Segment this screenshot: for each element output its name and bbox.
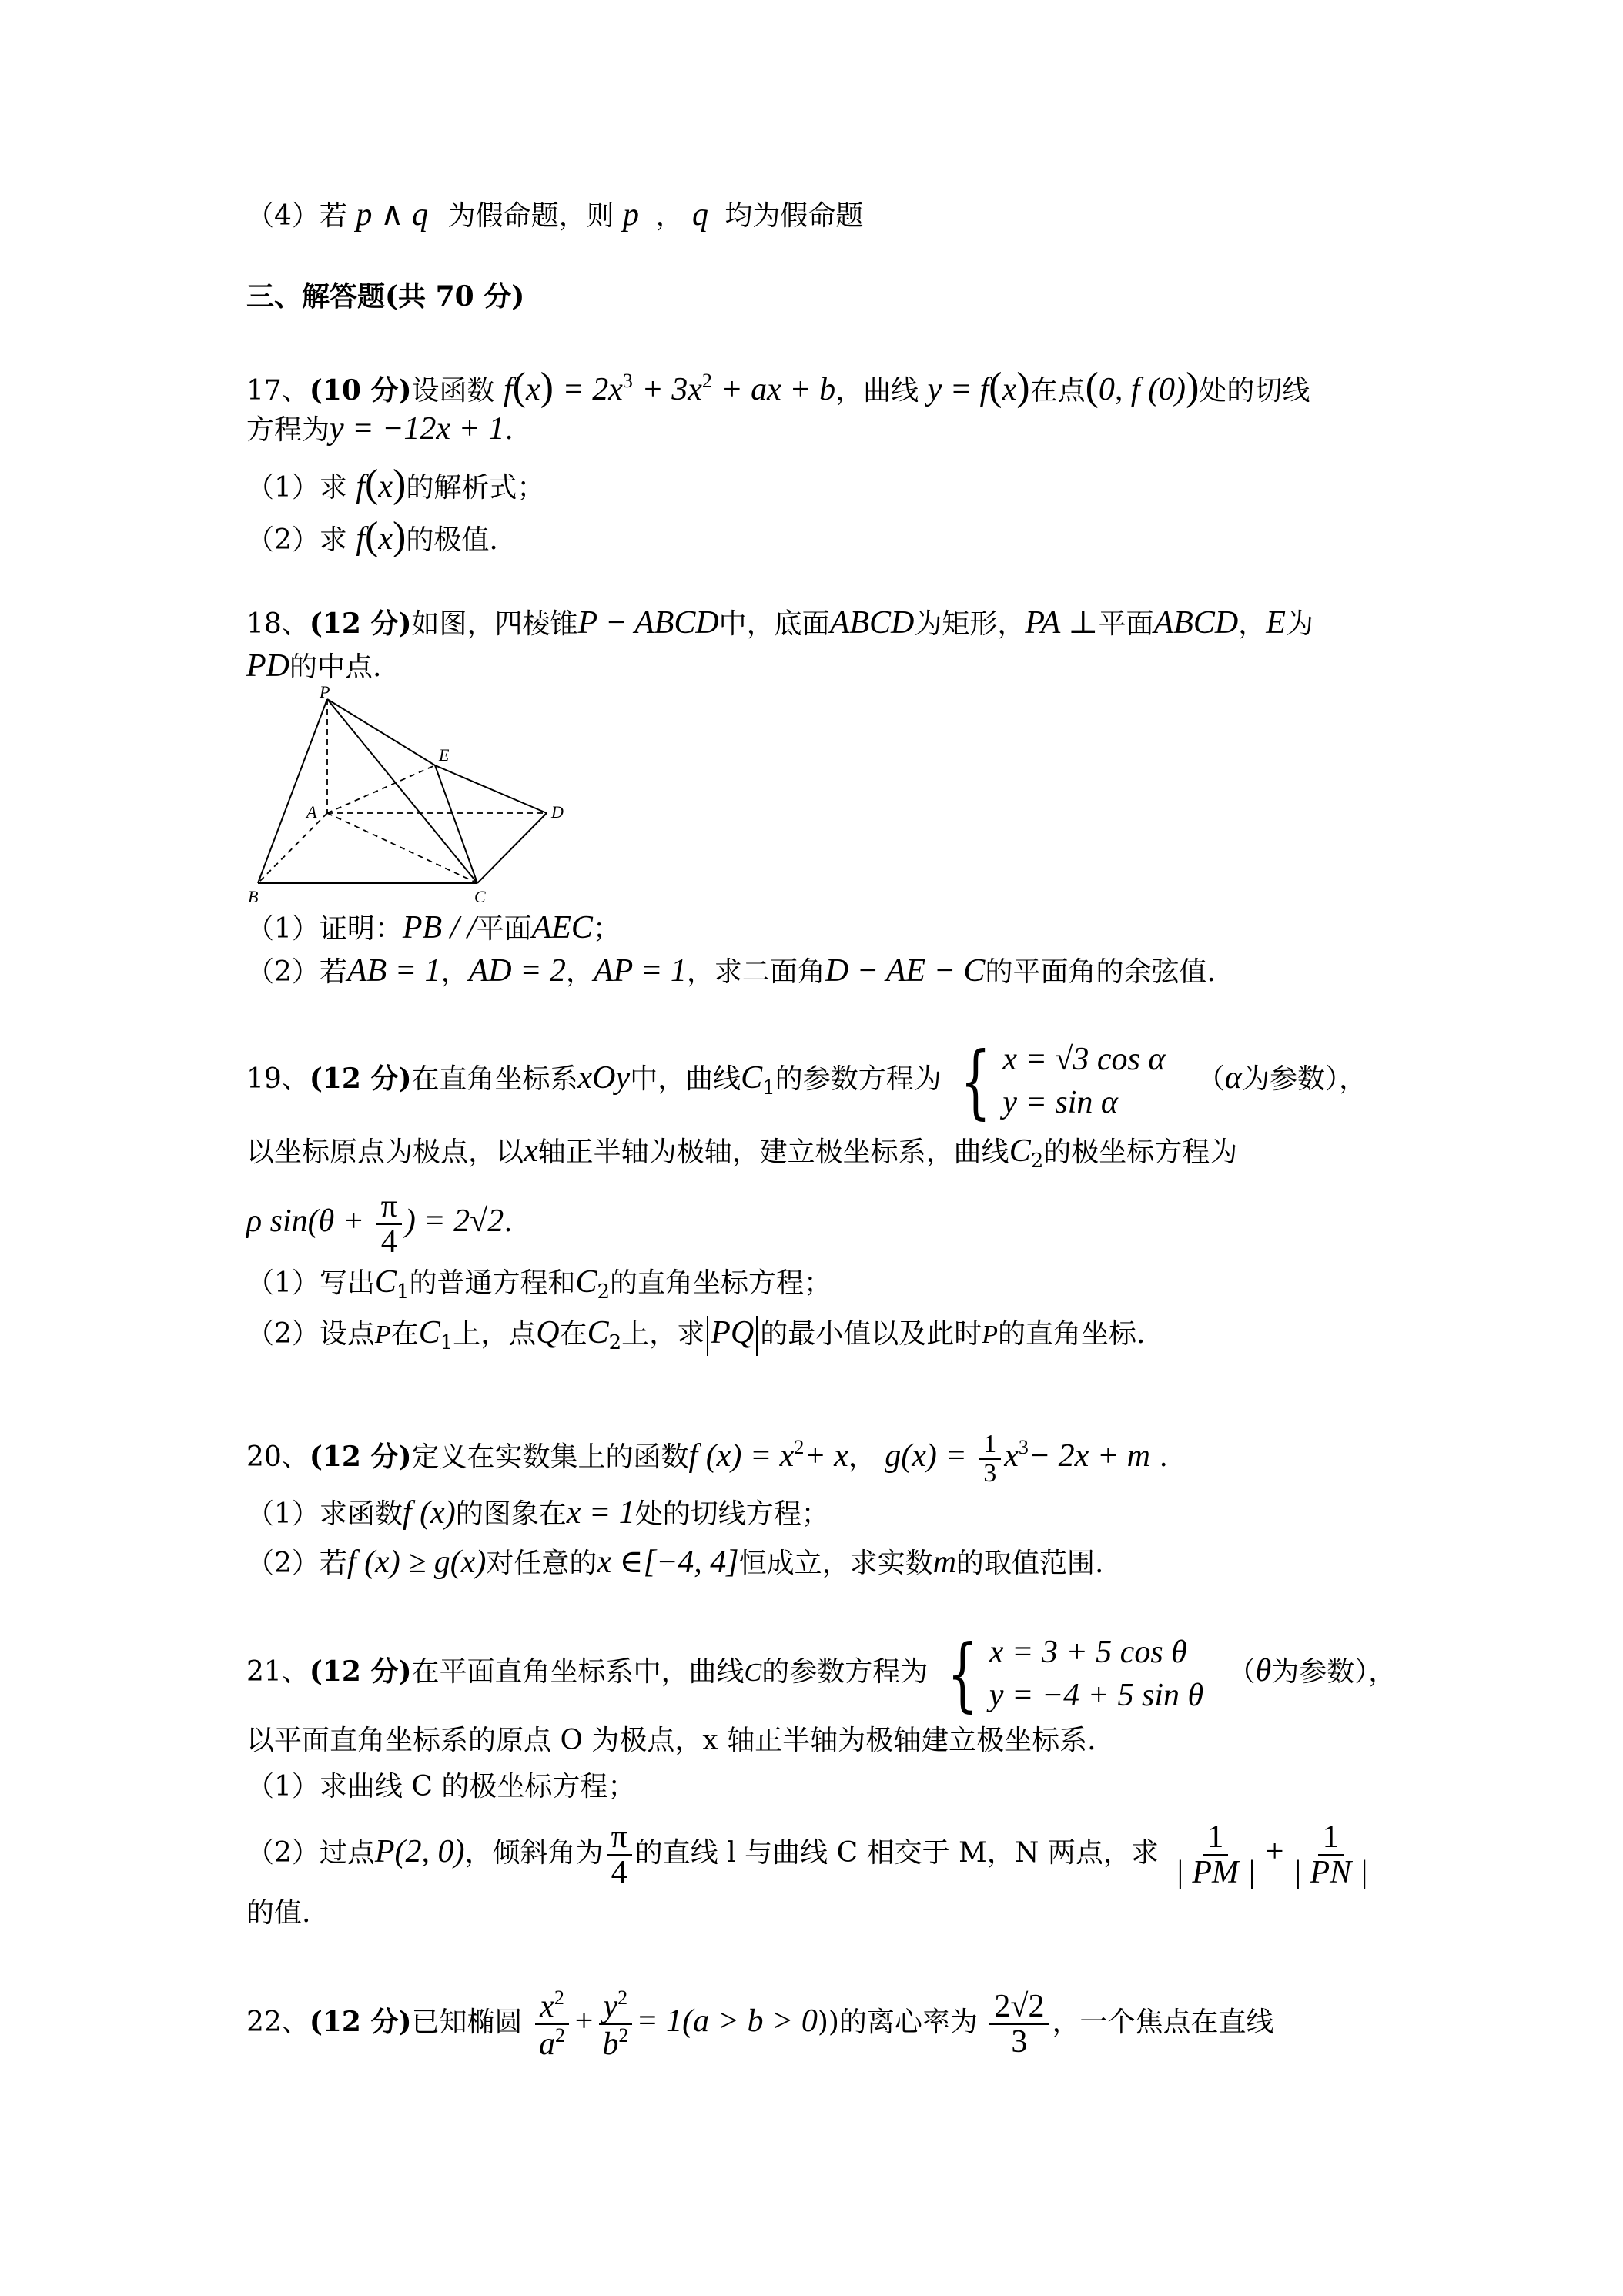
q19-part1: （1）写出$C_1$的普通方程和$C_2$的直角坐标方程；	[246, 1264, 832, 1304]
q17-part2: （2）求 f(x)的极值.	[246, 514, 498, 558]
q21-line2: 以平面直角坐标系的原点 O 为极点，x 轴正半轴为极轴建立极坐标系.	[246, 1725, 1096, 1756]
label-A: A	[306, 802, 317, 822]
q18-part2: （2）若AB = 1，AD = 2，AP = 1，求二面角D − AE − C的平面角的余弦值.	[246, 953, 1216, 989]
question-number: 21、	[246, 1656, 310, 1688]
q21-line1: 21、(12 分)在平面直角坐标系中，曲线C的参数方程为 { x = 3 + 5 cos θ y = −4 + 5 sin θ （θ为参数），	[246, 1627, 1397, 1721]
label-B: B	[248, 887, 259, 906]
q18-line2: PD的中点.	[246, 648, 382, 684]
label-C: C	[474, 887, 486, 906]
section-title: 三、解答题(共 70 分)	[246, 280, 525, 313]
q17-line2: 方程为y = −12x + 1.	[246, 411, 514, 447]
q22-line1: 22、(12 分)已知椭圆 $\frac{x^2}{a^2}$ + $\frac{y^2}{b^2}$ = 1(a > b > 0))的离心率为 $\frac{2√2}{3}$ ，一个焦点在直线	[246, 1986, 1274, 2062]
q19-part2: （2）设点P在$C_1$上，点Q在$C_2$上，求 PQ 的最小值以及此时P的直角坐标.	[246, 1315, 1146, 1354]
q20-part2: （2）若f (x) ≥ g(x)对任意的x ∈[−4, 4]恒成立，求实数m的取值范围.	[246, 1545, 1104, 1580]
q17-line1: 17、(10 分)设函数 $f(x) = 2x^3 + 3x^2$ + ax + b，曲线 y = f(x)在点(0, f (0))处的切线	[246, 365, 1310, 409]
question-number: 17、	[246, 375, 310, 407]
q18-part1: （1）证明：PB / /平面AEC；	[246, 910, 621, 946]
question-number: 20、	[246, 1441, 310, 1473]
question-number: 19、	[246, 1063, 310, 1095]
item-4: （4）若 p ∧ q 为假命题，则 p ， q 均为假命题	[246, 197, 864, 233]
q19-line2: 以坐标原点为极点，以x轴正半轴为极轴，建立极坐标系，曲线$C_2$的极坐标方程为	[246, 1133, 1238, 1173]
q19-line3: ρ sin(θ + $\frac{\pi}{4}$ ) = 2√2.	[246, 1188, 513, 1260]
q20-part1: （1）求函数f (x)的图象在x = 1处的切线方程；	[246, 1495, 829, 1531]
q21-part1: （1）求曲线 C 的极坐标方程；	[246, 1771, 636, 1802]
question-number: 22、	[246, 2006, 310, 2038]
question-number: 18、	[246, 608, 310, 640]
q20-line1: 20、(12 分)定义在实数集上的函数f $(x) = x^2+ x$， g(x) = $\frac{1}{3}$ $x^3- 2x + m$ .	[246, 1430, 1168, 1488]
math-p-and-q: p ∧ q	[356, 197, 429, 233]
item-4-number: （4）	[246, 200, 320, 232]
label-P: P	[320, 685, 330, 701]
pyramid-figure	[246, 685, 570, 909]
q21-part2: （2）过点P(2, 0)，倾斜角为 $\frac{\pi}{4}$ 的直线 l 与曲线 C 相交于 M，N 两点，求 $\frac{1}{| PM |}$ + $\frac{1}{| PN |}$	[246, 1819, 1369, 1890]
q21-line4: 的值.	[246, 1897, 311, 1929]
param-equations-c: { x = 3 + 5 cos θ y = −4 + 5 sin θ	[946, 1627, 1204, 1721]
param-equations-c1: { x = √3 cos α y = sin α	[960, 1034, 1166, 1128]
q18-line1: 18、(12 分)如图，四棱锥P − ABCD中，底面ABCD为矩形，PA ⊥平面ABCD，E为	[246, 605, 1313, 641]
label-E: E	[439, 745, 450, 765]
label-D: D	[551, 802, 564, 822]
q19-line1: 19、(12 分)在直角坐标系xOy中，曲线$C_1$的参数方程为 { x = √3 cos α y = sin α （α为参数），	[246, 1034, 1367, 1128]
q17-part1: （1）求 f(x)的解析式；	[246, 462, 545, 506]
